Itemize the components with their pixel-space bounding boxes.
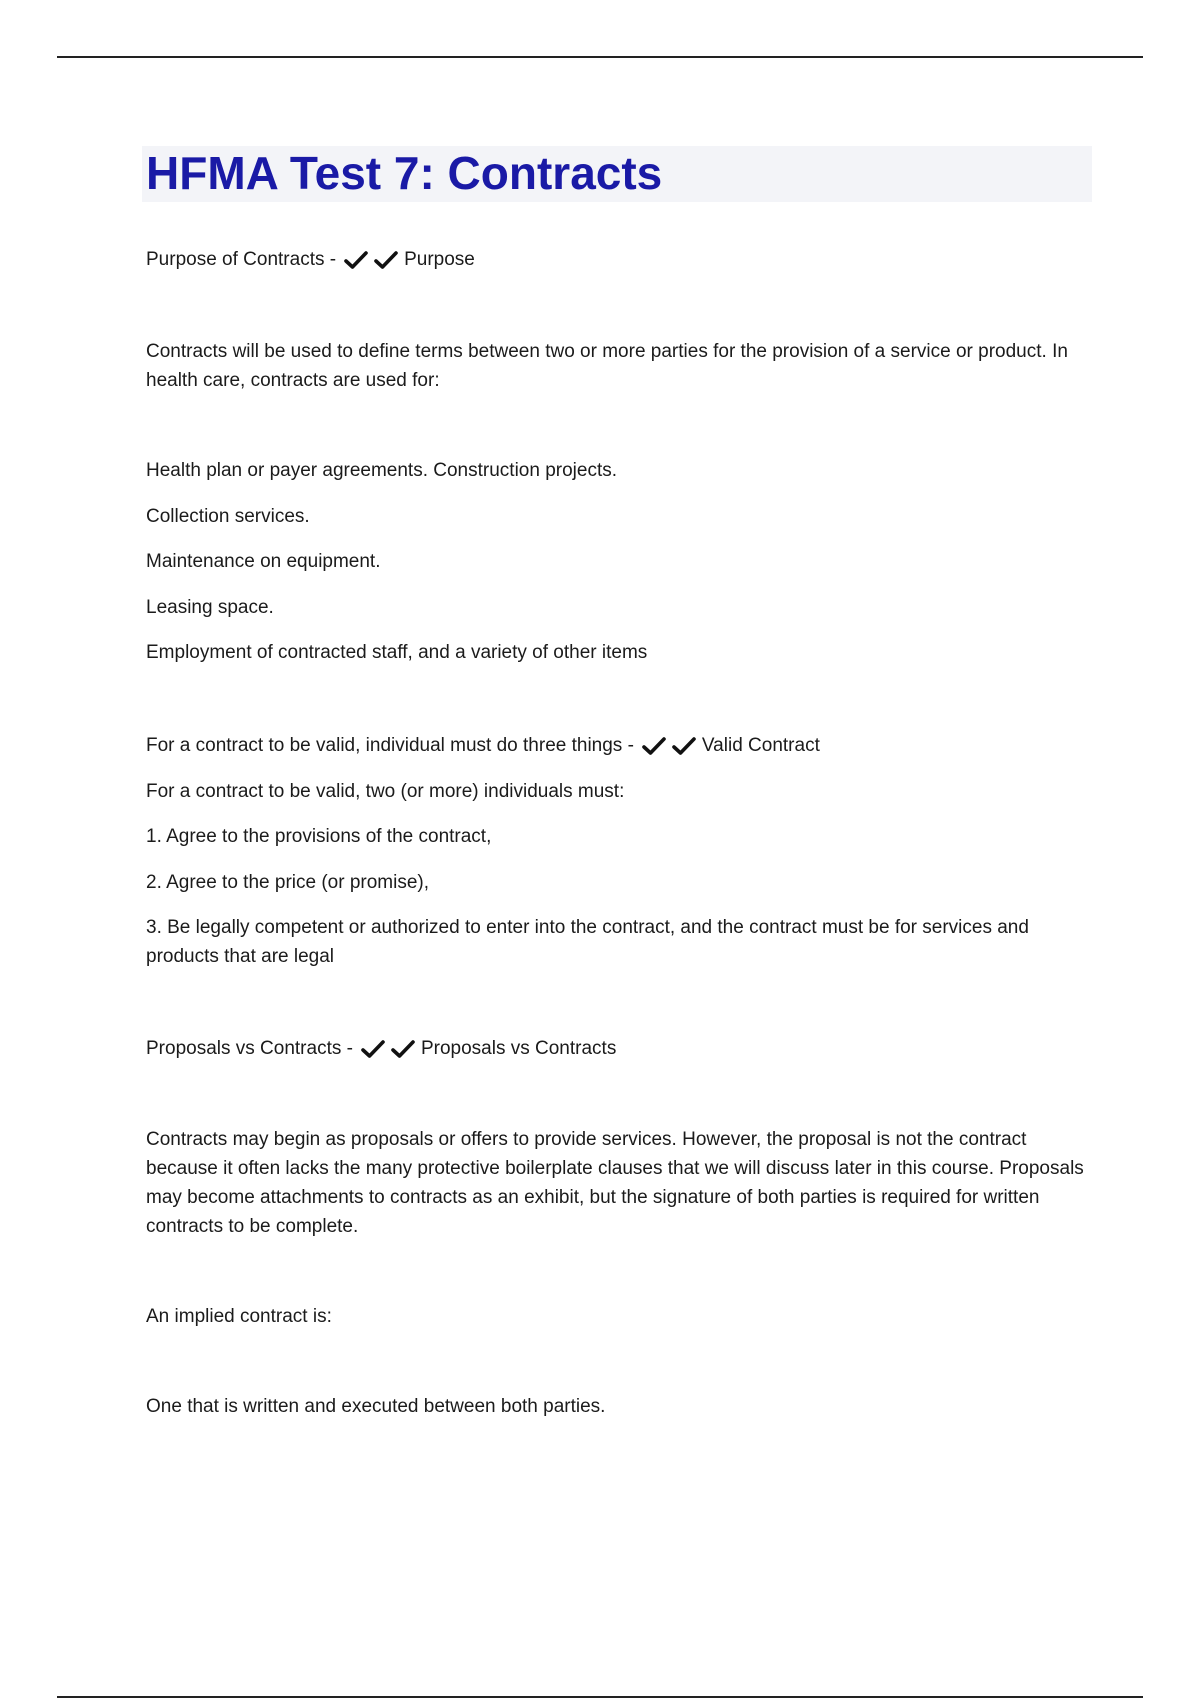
term-proposals-vs-contracts: [146, 1034, 1096, 1063]
term-valid-contract: [146, 731, 1096, 760]
list-line: Leasing space.: [146, 597, 274, 618]
check-icon: [344, 250, 368, 270]
document-body: [146, 245, 1096, 1421]
term-label: Proposals vs Contracts -: [146, 1038, 353, 1059]
paragraph-contracts-definition: Contracts will be used to define terms between two or more parties for the provision of a service or product. In health care, contracts are used for:: [146, 341, 1068, 391]
answer-implied-contract: One that is written and executed between both parties.: [146, 1396, 606, 1417]
numbered-item: 1. Agree to the provisions of the contract,: [146, 826, 492, 847]
check-icon: [391, 1039, 415, 1059]
term-answer-label: Purpose: [404, 249, 475, 270]
numbered-item: 3. Be legally competent or authorized to enter into the contract, and the contract must be for services and products that are legal: [146, 917, 1029, 967]
paragraph-proposals: Contracts may begin as proposals or offers to provide services. However, the proposal is not the contract because it often lacks the many protective boilerplate clauses that we will discuss later in this course. Proposals may become attachments to contracts as an exhibit, but the signature of both parties is required for written contracts to be complete.: [146, 1129, 1084, 1237]
check-pair: [642, 736, 702, 756]
numbered-item: 2. Agree to the price (or promise),: [146, 872, 430, 893]
list-line: Collection services.: [146, 506, 310, 527]
bottom-rule: [57, 1696, 1143, 1698]
term-purpose-of-contracts: [146, 245, 1096, 274]
term-answer-label: Proposals vs Contracts: [420, 1038, 617, 1059]
check-icon: [642, 736, 666, 756]
check-icon: [361, 1039, 385, 1059]
term-answer-label: Valid Contract: [701, 735, 820, 756]
check-icon: [672, 736, 696, 756]
term-label: Purpose of Contracts -: [146, 249, 337, 270]
list-line: Employment of contracted staff, and a variety of other items: [146, 642, 648, 663]
list-line: Maintenance on equipment.: [146, 551, 381, 572]
question-implied-contract: An implied contract is:: [146, 1306, 332, 1327]
check-pair: [361, 1039, 421, 1059]
check-icon: [374, 250, 398, 270]
top-rule: [57, 56, 1143, 58]
term-label: For a contract to be valid, individual must do three things -: [146, 735, 634, 756]
check-pair: [344, 250, 404, 270]
list-line: Health plan or payer agreements. Construction projects.: [146, 460, 618, 481]
page-title: HFMA Test 7: Contracts: [146, 147, 663, 199]
paragraph-valid-contract-intro: For a contract to be valid, two (or more) individuals must:: [146, 781, 625, 802]
